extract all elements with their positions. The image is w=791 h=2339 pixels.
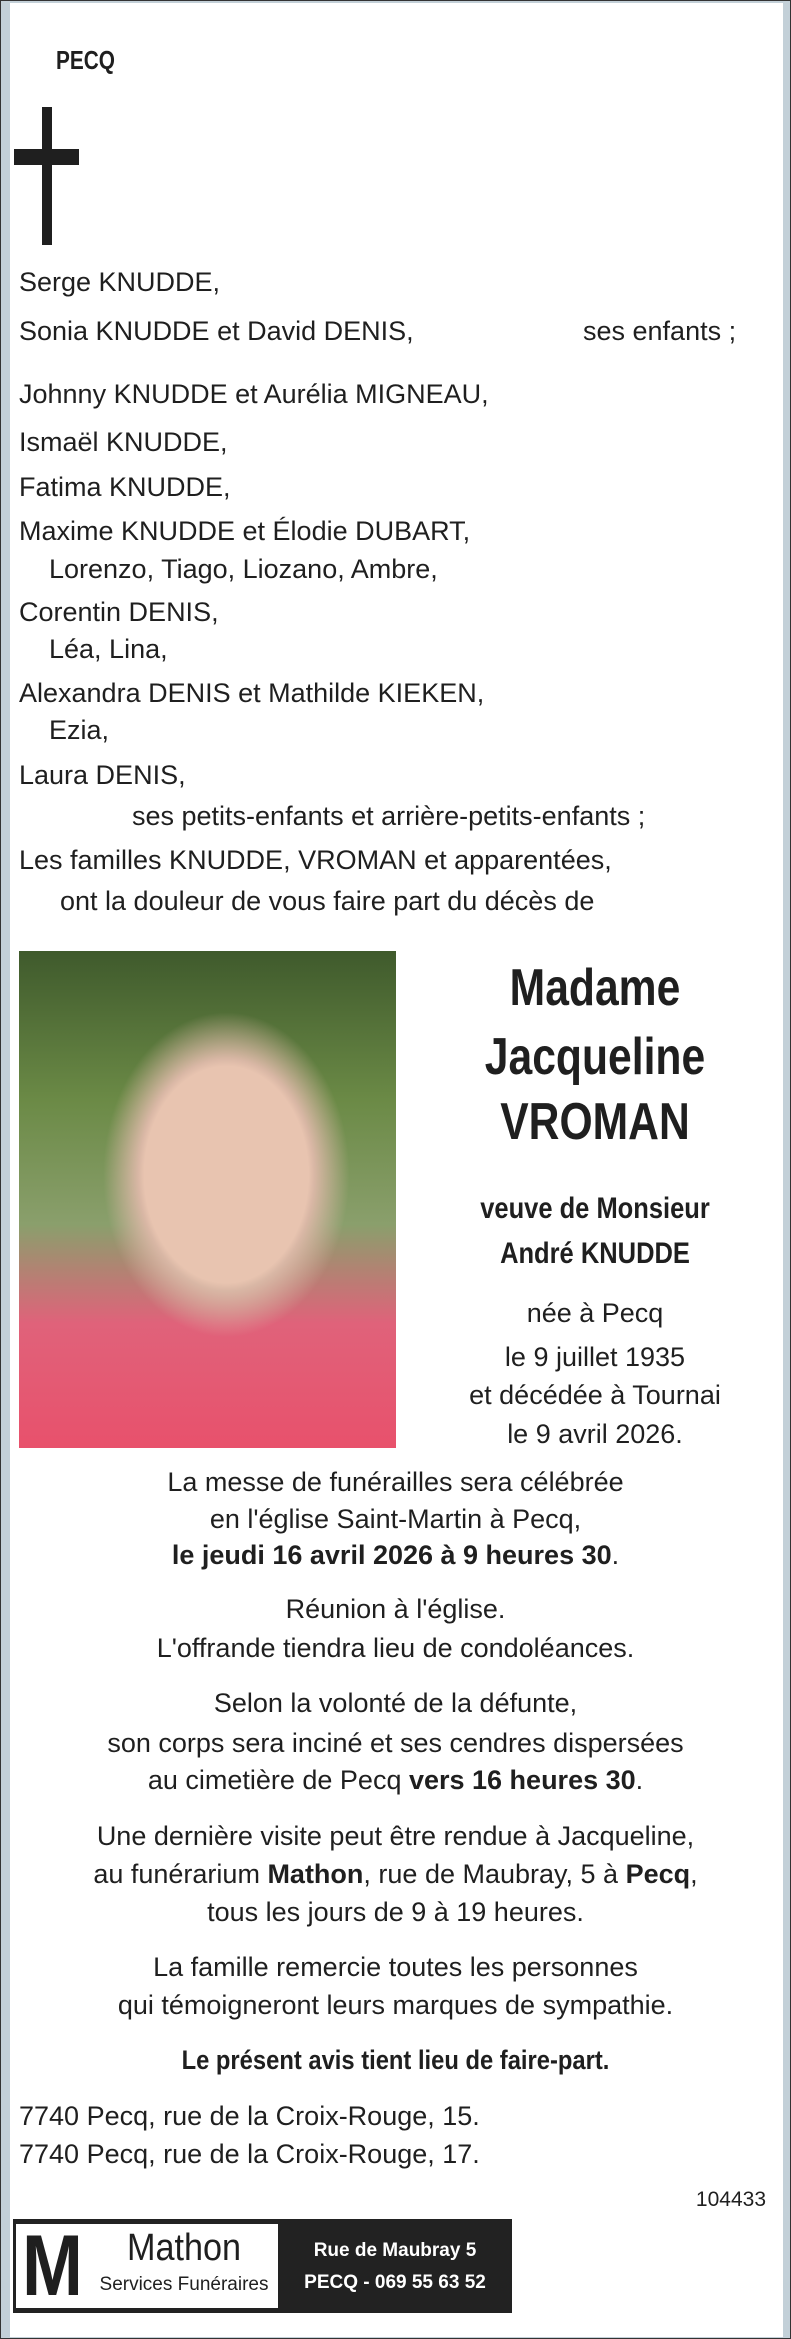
children-label: ses enfants ; xyxy=(583,316,737,346)
logo-m-icon: M xyxy=(22,2218,83,2314)
death-line: le 9 avril 2026. xyxy=(507,1419,683,1449)
deceased-photo xyxy=(19,951,396,1448)
family-line: Ismaël KNUDDE, xyxy=(19,427,228,457)
deceased-first-name: Jacqueline xyxy=(484,1028,706,1086)
deceased-title: Madame xyxy=(509,959,681,1017)
cremation-line: au cimetière de Pecq vers 16 heures 30. xyxy=(147,1765,644,1795)
funeral-home-address: Rue de Maubray 5 xyxy=(313,2240,477,2261)
funeral-home-phone: PECQ - 069 55 63 52 xyxy=(304,2272,486,2293)
reference-number: 104433 xyxy=(695,2188,766,2211)
offering-line: L'offrande tiendra lieu de condoléances. xyxy=(156,1633,635,1663)
thanks-line: qui témoigneront leurs marques de sympathie. xyxy=(117,1990,674,2020)
deceased-last-name: VROMAN xyxy=(500,1093,690,1151)
funeral-home-name: Mathon xyxy=(126,2227,242,2269)
grandchildren-label: ses petits-enfants et arrière-petits-enfants ; xyxy=(132,801,646,831)
family-line: Ezia, xyxy=(49,715,110,745)
birth-line: née à Pecq xyxy=(526,1298,664,1328)
widow-line: veuve de Monsieur xyxy=(480,1192,710,1225)
family-line: Serge KNUDDE, xyxy=(19,267,221,297)
visit-line: tous les jours de 9 à 19 heures. xyxy=(207,1897,584,1927)
address-line: 7740 Pecq, rue de la Croix-Rouge, 15. xyxy=(19,2101,480,2131)
widow-line: André KNUDDE xyxy=(500,1237,690,1270)
town-heading: PECQ xyxy=(56,45,115,75)
visit-line: au funérarium Mathon, rue de Maubray, 5 à Pecq, xyxy=(93,1859,698,1889)
family-line: Léa, Lina, xyxy=(49,634,168,664)
mass-date: le jeudi 16 avril 2026 à 9 heures 30. xyxy=(171,1540,620,1570)
birth-line: le 9 juillet 1935 xyxy=(504,1342,686,1372)
meeting-line: Réunion à l'église. xyxy=(285,1594,506,1624)
family-line: Alexandra DENIS et Mathilde KIEKEN, xyxy=(19,678,485,708)
family-line: Lorenzo, Tiago, Liozano, Ambre, xyxy=(49,554,438,584)
family-line: Sonia KNUDDE et David DENIS, xyxy=(19,316,414,346)
announce-line: ont la douleur de vous faire part du décès de xyxy=(60,886,595,916)
families-line: Les familles KNUDDE, VROMAN et apparentées, xyxy=(19,845,612,875)
visit-line: Une dernière visite peut être rendue à Jacqueline, xyxy=(96,1821,695,1851)
family-line: Maxime KNUDDE et Élodie DUBART, xyxy=(19,516,471,546)
family-line: Fatima KNUDDE, xyxy=(19,472,231,502)
family-line: Corentin DENIS, xyxy=(19,597,219,627)
thanks-line: La famille remercie toutes les personnes xyxy=(153,1952,638,1982)
address-line: 7740 Pecq, rue de la Croix-Rouge, 17. xyxy=(19,2139,480,2169)
funeral-home-tagline: Services Funéraires xyxy=(99,2274,269,2295)
cremation-line: Selon la volonté de la défunte, xyxy=(213,1688,578,1718)
cremation-line: son corps sera inciné et ses cendres dispersées xyxy=(107,1728,684,1758)
mass-line: La messe de funérailles sera célébrée xyxy=(167,1467,624,1497)
mass-line: en l'église Saint-Martin à Pecq, xyxy=(209,1504,582,1534)
notice-line: Le présent avis tient lieu de faire-part. xyxy=(181,2045,610,2075)
family-line: Johnny KNUDDE et Aurélia MIGNEAU, xyxy=(19,379,489,409)
death-line: et décédée à Tournai xyxy=(469,1380,721,1410)
family-line: Laura DENIS, xyxy=(19,760,186,790)
